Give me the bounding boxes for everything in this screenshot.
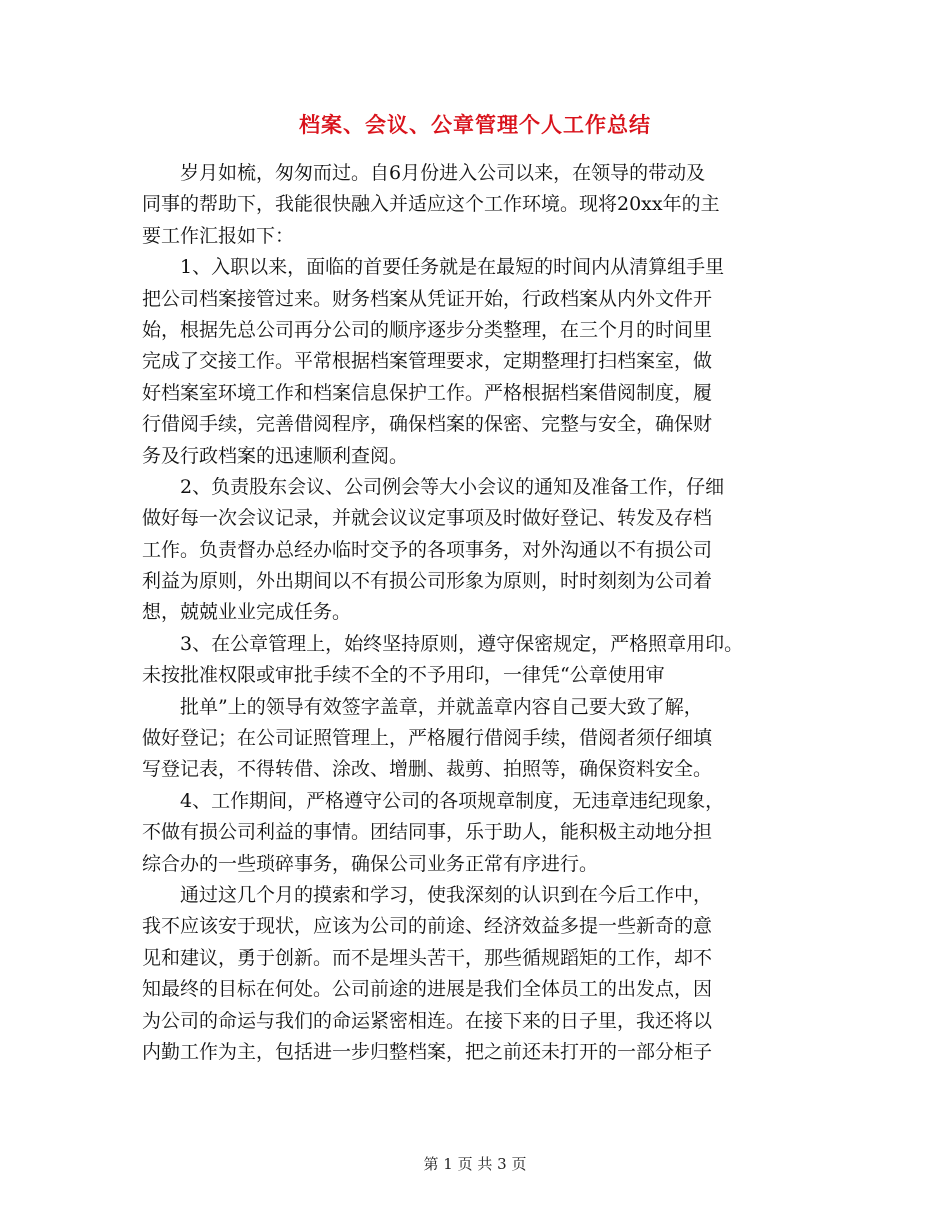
text-line: 未按批准权限或审批手续不全的不予用印，一律凭“公章使用审: [142, 664, 665, 687]
text-line: 2、负责股东会议、公司例会等大小会议的通知及准备工作，仔细: [142, 475, 725, 498]
text-line: 通过这几个月的摸索和学习，使我深刻的认识到在今后工作中，: [142, 883, 713, 906]
text-line: 我不应该安于现状，应该为公司的前途、经济效益多提一些新奇的意: [142, 915, 713, 938]
text-line: 见和建议，勇于创新。而不是埋头苦干，那些循规蹈矩的工作，却不: [142, 946, 713, 969]
document-body: [142, 158, 812, 1068]
text-line: 批单”上的领导有效签字盖章，并就盖章内容自己要大致了解，: [142, 695, 703, 718]
text-line: 1、入职以来，面临的首要任务就是在最短的时间内从清算组手里: [142, 256, 725, 279]
text-line: 综合办的一些琐碎事务，确保公司业务正常有序进行。: [142, 852, 599, 875]
text-line: 4、工作期间，严格遵守公司的各项规章制度，无违章违纪现象，: [142, 789, 725, 812]
text-line: 要工作汇报如下：: [142, 224, 295, 247]
text-line: 利益为原则，外出期间以不有损公司形象为原则，时时刻刻为公司着: [142, 570, 713, 593]
text-line: 不做有损公司利益的事情。团结同事，乐于助人，能积极主动地分担: [142, 821, 713, 844]
text-line: 为公司的命运与我们的命运紧密相连。在接下来的日子里，我还将以: [142, 1009, 713, 1032]
text-line: 行借阅手续，完善借阅程序，确保档案的保密、完整与安全，确保财: [142, 413, 713, 436]
document-title: 档案、会议、公章管理个人工作总结: [299, 112, 651, 137]
text-line: 想，兢兢业业完成任务。: [142, 601, 352, 624]
text-line: 把公司档案接管过来。财务档案从凭证开始，行政档案从内外文件开: [142, 287, 713, 310]
text-line: 工作。负责督办总经办临时交予的各项事务，对外沟通以不有损公司: [142, 538, 713, 561]
text-line: 做好登记；在公司证照管理上，严格履行借阅手续，借阅者须仔细填: [142, 727, 713, 750]
text-line: 3、在公章管理上，始终坚持原则，遵守保密规定，严格照章用印。: [142, 632, 744, 655]
text-line: 完成了交接工作。平常根据档案管理要求，定期整理打扫档案室，做: [142, 350, 713, 373]
text-line: 岁月如梳，匆匆而过。自6月份进入公司以来，在领导的带动及: [142, 162, 706, 184]
text-line: 内勤工作为主，包括进一步归整档案，把之前还未打开的一部分柜子: [142, 1040, 713, 1063]
text-line: 务及行政档案的迅速顺利查阅。: [142, 444, 409, 467]
page-footer: 第 1 页 共 3 页: [423, 1155, 527, 1173]
text-line: 始，根据先总公司再分公司的顺序逐步分类整理，在三个月的时间里: [142, 318, 713, 341]
text-line: 知最终的目标在何处。公司前途的进展是我们全体员工的出发点，因: [142, 978, 713, 1001]
text-line: 写登记表，不得转借、涂改、增删、裁剪、拍照等，确保资料安全。: [142, 758, 713, 781]
text-line: 做好每一次会议记录，并就会议议定事项及时做好登记、转发及存档: [142, 507, 713, 530]
text-line: 好档案室环境工作和档案信息保护工作。严格根据档案借阅制度，履: [142, 381, 713, 404]
text-line: 同事的帮助下，我能很快融入并适应这个工作环境。现将20xx年的主: [142, 193, 720, 216]
